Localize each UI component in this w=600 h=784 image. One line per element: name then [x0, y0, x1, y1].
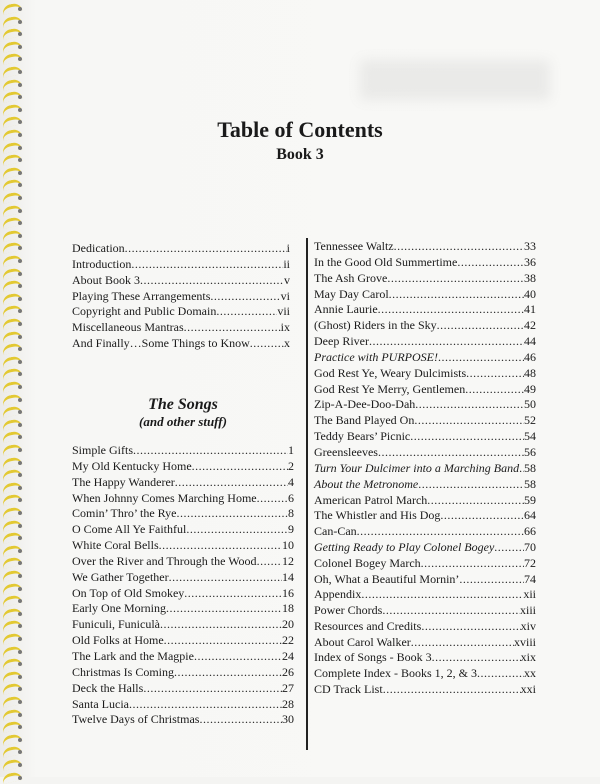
- toc-entry-title: CD Track List: [314, 682, 383, 697]
- toc-entry-page: 44: [524, 334, 536, 349]
- binding-hole: [18, 70, 22, 74]
- dot-leader: [361, 587, 523, 603]
- toc-entry: [314, 397, 536, 413]
- toc-entry-title: Power Chords: [314, 602, 383, 617]
- toc-entry: [72, 273, 290, 289]
- toc-entry-page: 58: [524, 476, 536, 491]
- binding-hole: [18, 486, 22, 490]
- toc-entry: [72, 681, 294, 697]
- toc-entry: [72, 320, 290, 336]
- toc-entry: [314, 682, 536, 698]
- toc-entry-title: Tennessee Waltz: [314, 239, 394, 253]
- binding-hole: [18, 259, 22, 263]
- toc-entry-page: 9: [288, 522, 294, 537]
- toc-entry-page: v: [284, 272, 290, 287]
- binding-hole: [18, 83, 22, 87]
- toc-entry-page: ix: [280, 320, 290, 335]
- dot-leader: [186, 522, 288, 538]
- toc-entry-page: 64: [524, 508, 536, 523]
- toc-entry-page: 30: [282, 712, 294, 727]
- dot-leader: [192, 459, 288, 475]
- toc-entry-title: Practice with PURPOSE!: [314, 349, 438, 364]
- toc-entry: [314, 603, 536, 619]
- dot-leader: [166, 601, 282, 617]
- binding-hole: [18, 587, 22, 591]
- dot-leader: [160, 617, 282, 633]
- toc-entry: [314, 413, 536, 429]
- toc-entry-page: xviii: [513, 634, 536, 649]
- toc-entry-title: May Day Carol: [314, 286, 389, 301]
- toc-entry: [314, 650, 536, 666]
- toc-entry-page: 70: [524, 540, 536, 555]
- toc-entry: [72, 538, 294, 554]
- toc-entry-page: 54: [524, 429, 536, 444]
- binding-hole: [18, 612, 22, 616]
- toc-entry-page: 40: [524, 286, 536, 301]
- toc-entry-page: 41: [524, 302, 536, 317]
- toc-entry: [314, 445, 536, 461]
- binding-hole: [18, 385, 22, 389]
- toc-entry-page: 46: [524, 349, 536, 364]
- toc-entry-title: About the Metronome: [314, 476, 419, 491]
- toc-entry-page: xix: [520, 650, 536, 665]
- toc-entry-page: xxi: [520, 682, 536, 697]
- toc-entry-page: xii: [523, 587, 536, 601]
- toc-entry-title: Copyright and Public Domain: [72, 304, 217, 319]
- toc-entry-page: 20: [282, 617, 294, 632]
- toc-entry-title: On Top of Old Smokey: [72, 585, 185, 600]
- toc-entry: [314, 334, 536, 350]
- toc-entry: [314, 619, 536, 635]
- toc-entry-page: 24: [282, 648, 294, 663]
- page-title: Table of Contents: [217, 117, 383, 142]
- binding-hole: [18, 398, 22, 402]
- toc-entry-title: Deck the Halls: [72, 680, 144, 695]
- toc-entry-title: Simple Gifts: [72, 443, 134, 457]
- toc-entry-title: Funiculi, Funiculà: [72, 617, 160, 632]
- toc-entry: [314, 255, 536, 271]
- toc-entry-page: 33: [524, 239, 536, 253]
- toc-entry-page: 59: [524, 492, 536, 507]
- toc-entry-title: Early One Morning: [72, 601, 166, 616]
- toc-entry-page: 56: [524, 444, 536, 459]
- dot-leader: [382, 603, 520, 619]
- dot-leader: [174, 665, 282, 681]
- dot-leader: [175, 475, 288, 491]
- binding-hole: [18, 108, 22, 112]
- dot-leader: [389, 287, 524, 303]
- toc-entry-title: Appendix: [314, 587, 362, 601]
- toc-entry-page: 52: [524, 413, 536, 428]
- toc-entry: [72, 241, 290, 257]
- toc-entry: [72, 665, 294, 681]
- dot-leader: [414, 413, 524, 429]
- songs-list-left: [72, 443, 294, 728]
- dot-leader: [199, 712, 282, 728]
- dot-leader: [421, 619, 520, 635]
- toc-entry-page: 38: [524, 270, 536, 285]
- toc-entry: [72, 522, 294, 538]
- dot-leader: [159, 538, 282, 554]
- toc-entry-page: 14: [282, 569, 294, 584]
- binding-hole: [18, 650, 22, 654]
- dot-leader: [143, 681, 282, 697]
- toc-entry-page: 74: [524, 571, 536, 586]
- toc-entry-page: vi: [280, 288, 290, 303]
- dot-leader: [250, 336, 284, 352]
- toc-entry-title: We Gather Together: [72, 569, 169, 584]
- toc-entry: [72, 459, 294, 475]
- toc-entry-title: Dedication: [72, 241, 125, 255]
- toc-entry-title: Old Folks at Home: [72, 633, 164, 648]
- toc-entry-page: x: [284, 336, 290, 351]
- toc-entry: [314, 477, 536, 493]
- songs-heading-title: The Songs: [148, 396, 218, 413]
- toc-entry-page: 36: [524, 254, 536, 269]
- toc-entry: [72, 712, 294, 728]
- toc-entry: [72, 586, 294, 602]
- dot-leader: [432, 650, 521, 666]
- dot-leader: [477, 666, 524, 682]
- toc-entry: [72, 697, 294, 713]
- binding-hole: [18, 549, 22, 553]
- binding-hole: [18, 171, 22, 175]
- dot-leader: [387, 271, 524, 287]
- binding-hole: [18, 713, 22, 717]
- binding-hole: [18, 297, 22, 301]
- toc-entry-page: 22: [282, 633, 294, 648]
- toc-entry: [314, 318, 536, 334]
- toc-entry: [314, 666, 536, 682]
- toc-entry: [72, 554, 294, 570]
- toc-entry: [314, 556, 536, 572]
- dot-leader: [440, 508, 524, 524]
- dot-leader: [457, 255, 524, 271]
- toc-entry-title: Oh, What a Beautiful Mornin’: [314, 571, 460, 586]
- toc-entry-title: In the Good Old Summertime: [314, 254, 458, 269]
- toc-entry-page: 1: [288, 443, 294, 457]
- toc-entry: [314, 635, 536, 651]
- toc-entry: [72, 289, 290, 305]
- toc-entry-title: And Finally…Some Things to Know: [72, 336, 250, 351]
- toc-entry-title: Zip-A-Dee-Doo-Dah: [314, 397, 416, 412]
- binding-hole: [18, 776, 22, 780]
- toc-entry-page: 12: [282, 553, 294, 568]
- back-matter-list: [314, 587, 536, 698]
- songs-list-right: [314, 239, 536, 588]
- dot-leader: [131, 257, 283, 273]
- binding-hole: [18, 524, 22, 528]
- toc-entry-page: 4: [288, 474, 294, 489]
- dot-leader: [378, 302, 524, 318]
- binding-hole: [18, 511, 22, 515]
- binding-hole: [18, 700, 22, 704]
- toc-entry-title: The Whistler and His Dog: [314, 508, 441, 523]
- toc-entry-page: 28: [282, 696, 294, 711]
- dot-leader: [415, 397, 524, 413]
- toc-entry-title: American Patrol March: [314, 492, 428, 507]
- binding-hole: [18, 335, 22, 339]
- binding-hole: [18, 738, 22, 742]
- binding-hole: [18, 272, 22, 276]
- toc-entry: [72, 617, 294, 633]
- toc-entry: [314, 524, 536, 540]
- toc-entry-title: Introduction: [72, 256, 132, 271]
- toc-entry-page: 10: [282, 538, 294, 553]
- toc-entry: [314, 493, 536, 509]
- toc-entry: [314, 587, 536, 603]
- toc-entry-page: xiii: [519, 602, 536, 617]
- dot-leader: [466, 366, 524, 382]
- toc-entry-title: About Book 3: [72, 272, 141, 287]
- dot-leader: [465, 382, 524, 398]
- toc-entry-page: 27: [282, 680, 294, 695]
- toc-entry-title: Christmas Is Coming: [72, 664, 175, 679]
- toc-entry-page: 26: [282, 664, 294, 679]
- toc-entry-title: The Band Played On: [314, 413, 415, 428]
- toc-entry-title: Can-Can: [314, 524, 357, 539]
- toc-entry: [314, 508, 536, 524]
- toc-entry-title: Complete Index - Books 1, 2, & 3: [314, 666, 477, 681]
- toc-entry-title: Over the River and Through the Wood: [72, 553, 257, 568]
- toc-entry: [72, 633, 294, 649]
- dot-leader: [125, 241, 287, 257]
- toc-entry-page: 16: [282, 585, 294, 600]
- songs-heading: [72, 396, 294, 430]
- binding-hole: [18, 448, 22, 452]
- dot-leader: [418, 477, 524, 493]
- toc-entry-page: 58: [524, 460, 536, 475]
- toc-entry: [72, 336, 290, 352]
- toc-entry-title: The Ash Grove: [314, 270, 388, 285]
- toc-entry: [72, 601, 294, 617]
- toc-entry-page: xx: [524, 666, 536, 681]
- dot-leader: [369, 334, 524, 350]
- toc-entry: [72, 443, 294, 459]
- toc-entry-title: Santa Lucia: [72, 696, 129, 711]
- dot-leader: [216, 304, 277, 320]
- dot-leader: [357, 524, 524, 540]
- toc-entry-page: vii: [277, 304, 290, 319]
- binding-hole: [18, 360, 22, 364]
- toc-entry: [314, 382, 536, 398]
- binding-hole: [18, 45, 22, 49]
- toc-entry-title: Resources and Credits: [314, 618, 422, 633]
- toc-entry: [314, 271, 536, 287]
- binding-hole: [18, 7, 22, 11]
- show-through-text: [360, 60, 550, 100]
- dot-leader: [438, 350, 524, 366]
- toc-entry: [314, 350, 536, 366]
- binding-hole: [18, 196, 22, 200]
- toc-entry: [314, 572, 536, 588]
- toc-entry-title: Index of Songs - Book 3: [314, 650, 432, 665]
- toc-entry: [314, 287, 536, 303]
- dot-leader: [169, 570, 282, 586]
- toc-entry-page: 49: [524, 381, 536, 396]
- toc-entry-title: O Come All Ye Faithful: [72, 522, 187, 537]
- toc-entry-title: Colonel Bogey March: [314, 555, 421, 570]
- toc-entry-title: Playing These Arrangements: [72, 288, 211, 303]
- dot-leader: [394, 239, 524, 255]
- toc-entry-page: 2: [288, 458, 294, 473]
- toc-entry: [314, 461, 536, 477]
- toc-entry: [314, 302, 536, 318]
- binding-hole: [18, 461, 22, 465]
- toc-entry-title: (Ghost) Riders in the Sky: [314, 318, 437, 333]
- toc-entry-title: When Johnny Comes Marching Home: [72, 490, 257, 505]
- dot-leader: [133, 443, 288, 459]
- toc-entry-title: About Carol Walker: [314, 634, 411, 649]
- toc-entry-page: 8: [288, 506, 294, 521]
- dot-leader: [459, 572, 524, 588]
- dot-leader: [194, 649, 282, 665]
- toc-entry-title: The Lark and the Magpie: [72, 648, 194, 663]
- toc-entry-page: 50: [524, 397, 536, 412]
- toc-entry: [72, 304, 290, 320]
- dot-leader: [427, 493, 524, 509]
- dot-leader: [383, 682, 521, 698]
- toc-entry-title: God Rest Ye, Weary Dulcimists: [314, 365, 467, 380]
- dot-leader: [410, 429, 524, 445]
- binding-hole: [18, 637, 22, 641]
- dot-leader: [411, 635, 514, 651]
- toc-entry-title: Greensleeves: [314, 444, 378, 459]
- dot-leader: [184, 586, 282, 602]
- toc-entry-title: Getting Ready to Play Colonel Bogey: [314, 540, 495, 555]
- dot-leader: [177, 506, 288, 522]
- toc-entry-page: 66: [524, 524, 536, 539]
- toc-entry-page: ii: [283, 256, 290, 271]
- toc-entry-title: Comin’ Thro’ the Rye: [72, 506, 177, 521]
- toc-entry-title: Miscellaneous Mantras: [72, 320, 184, 335]
- binding-hole: [18, 209, 22, 213]
- toc-entry-page: 42: [524, 318, 536, 333]
- toc-entry-title: Teddy Bears’ Picnic: [314, 429, 411, 444]
- toc-entry-title: Twelve Days of Christmas: [72, 712, 200, 727]
- toc-entry: [314, 366, 536, 382]
- dot-leader: [257, 554, 282, 570]
- toc-entry: [72, 257, 290, 273]
- toc-entry-title: Annie Laurie: [314, 302, 378, 317]
- dot-leader: [257, 491, 288, 507]
- toc-entry-title: White Coral Bells: [72, 538, 159, 553]
- binding-hole: [18, 763, 22, 767]
- toc-entry: [314, 239, 536, 255]
- binding-hole: [18, 574, 22, 578]
- toc-entry-title: The Happy Wanderer: [72, 474, 175, 489]
- dot-leader: [378, 445, 524, 461]
- toc-entry-page: xiv: [520, 618, 536, 633]
- toc-entry-title: My Old Kentucky Home: [72, 458, 192, 473]
- dot-leader: [140, 273, 284, 289]
- toc-entry-page: 48: [524, 365, 536, 380]
- toc-entry-page: i: [286, 241, 290, 255]
- dot-leader: [184, 320, 281, 336]
- toc-entry: [72, 491, 294, 507]
- toc-entry-title: Deep River: [314, 334, 369, 349]
- toc-entry-page: 6: [288, 490, 294, 505]
- binding-hole: [18, 423, 22, 427]
- toc-entry-title: Turn Your Dulcimer into a Marching Band: [314, 460, 520, 475]
- dot-leader: [494, 540, 524, 556]
- toc-entry-page: 18: [282, 601, 294, 616]
- dot-leader: [421, 556, 524, 572]
- toc-entry: [72, 570, 294, 586]
- dot-leader: [437, 318, 524, 334]
- dot-leader: [210, 289, 280, 305]
- dot-leader: [164, 633, 282, 649]
- toc-entry: [72, 475, 294, 491]
- page-subtitle: Book 3: [276, 146, 324, 163]
- toc-entry: [72, 506, 294, 522]
- binding-hole: [18, 20, 22, 24]
- binding-hole: [18, 322, 22, 326]
- toc-entry-title: God Rest Ye Merry, Gentlemen: [314, 381, 466, 396]
- binding-hole: [18, 234, 22, 238]
- toc-entry: [314, 540, 536, 556]
- toc-entry: [314, 429, 536, 445]
- binding-hole: [18, 675, 22, 679]
- dot-leader: [129, 697, 282, 713]
- toc-entry: [72, 649, 294, 665]
- toc-entry-page: 72: [524, 555, 536, 570]
- songs-heading-subtitle: (and other stuff): [139, 414, 227, 429]
- front-matter-list: [72, 241, 290, 352]
- column-divider: [306, 238, 308, 750]
